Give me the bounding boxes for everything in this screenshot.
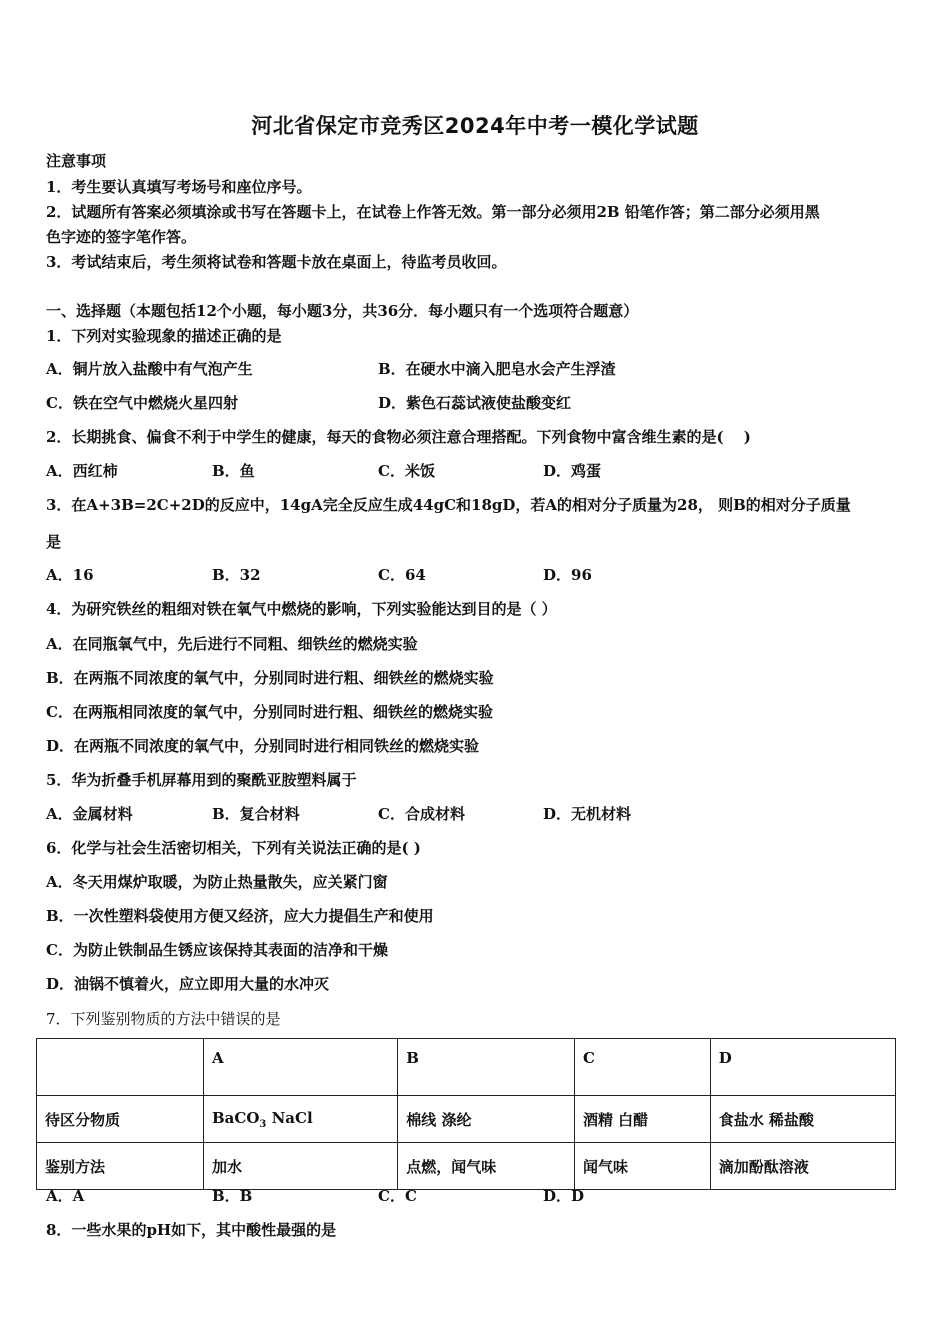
table-cell: 滴加酚酞溶液 [710,1143,895,1190]
q5-option-c: C．合成材料 [378,805,465,823]
table-row [37,1096,896,1143]
notice-heading: 注意事项 [46,152,107,170]
notice-item-2-cont: 色字迹的签字笔作答。 [46,228,197,246]
formula-subscript: 3 [259,1118,267,1130]
q6-option-b: B．一次性塑料袋使用方便又经济，应大力提倡生产和使用 [46,907,434,925]
q6-option-c: C．为防止铁制品生锈应该保持其表面的洁净和干燥 [46,941,388,959]
table-cell: 加水 [204,1143,398,1190]
q7-option-a: A．A [46,1187,85,1205]
q6-option-a: A．冬天用煤炉取暖，为防止热量散失，应关紧门窗 [46,873,388,891]
q4-option-a: A．在同瓶氧气中，先后进行不同粗、细铁丝的燃烧实验 [46,635,418,653]
question-6-stem: 6．化学与社会生活密切相关，下列有关说法正确的是( ) [46,839,421,857]
notice-item-3: 3．考试结束后，考生须将试卷和答题卡放在桌面上，待监考员收回。 [46,253,507,271]
formula-rest: NaCl [266,1108,313,1127]
q3-option-b: B．32 [212,566,261,584]
q2-option-d: D．鸡蛋 [543,462,602,480]
q7-option-d: D．D [543,1187,585,1205]
q4-option-d: D．在两瓶不同浓度的氧气中，分别同时进行相同铁丝的燃烧实验 [46,737,480,755]
q5-option-a: A．金属材料 [46,805,133,823]
table-header-cell: B [398,1039,575,1096]
table-cell [204,1096,398,1143]
q3-option-a: A．16 [46,566,94,584]
question-4-stem: 4．为研究铁丝的粗细对铁在氧气中燃烧的影响，下列实验能达到目的是（ ） [46,600,557,618]
question-3-stem-cont: 是 [46,533,62,551]
table-header-cell [37,1039,204,1096]
table-cell: 闻气味 [574,1143,710,1190]
section-heading: 一、选择题（本题包括12个小题，每小题3分，共36分．每小题只有一个选项符合题意） [46,302,639,320]
notice-item-2: 2．试题所有答案必须填涂或书写在答题卡上，在试卷上作答无效。第一部分必须用2B 铅笔作答；第二部分必须用黑 [46,203,820,221]
q1-option-a: A．铜片放入盐酸中有气泡产生 [46,360,253,378]
table-cell: 点燃，闻气味 [398,1143,575,1190]
q3-option-d: D．96 [543,566,592,584]
table-header-cell: D [710,1039,895,1096]
q6-option-d: D．油锅不慎着火，应立即用大量的水冲灭 [46,975,330,993]
formula-main: BaCO [212,1108,260,1127]
page-title: 河北省保定市竞秀区2024年中考一模化学试题 [251,114,699,138]
question-5-stem: 5．华为折叠手机屏幕用到的聚酰亚胺塑料属于 [46,771,357,789]
q7-option-c: C．C [378,1187,417,1205]
table-cell: 棉线 涤纶 [398,1096,575,1143]
question-3-stem: 3．在A+3B=2C+2D的反应中，14gA完全反应生成44gC和18gD，若A的相对分子质量为28， 则B的相对分子质量 [46,496,851,514]
question-8-stem: 8．一些水果的pH如下，其中酸性最强的是 [46,1221,337,1239]
q5-option-d: D．无机材料 [543,805,632,823]
table-header-cell: C [574,1039,710,1096]
q7-table [36,1038,896,1190]
q1-option-d: D．紫色石蕊试液使盐酸变红 [378,394,572,412]
question-7-stem: 7．下列鉴别物质的方法中错误的是 [46,1010,281,1028]
table-cell: 待区分物质 [37,1096,204,1143]
notice-item-1: 1．考生要认真填写考场号和座位序号。 [46,178,312,196]
q1-option-c: C．铁在空气中燃烧火星四射 [46,394,238,412]
table-row [37,1143,896,1190]
q7-option-b: B．B [212,1187,253,1205]
table-header-cell: A [204,1039,398,1096]
table-row [37,1039,896,1096]
table-cell: 酒精 白醋 [574,1096,710,1143]
q5-option-b: B．复合材料 [212,805,300,823]
q2-option-b: B．鱼 [212,462,255,480]
question-1-stem: 1．下列对实验现象的描述正确的是 [46,327,282,345]
q3-option-c: C．64 [378,566,426,584]
q2-option-c: C．米饭 [378,462,435,480]
q4-option-b: B．在两瓶不同浓度的氧气中，分别同时进行粗、细铁丝的燃烧实验 [46,669,494,687]
q4-option-c: C．在两瓶相同浓度的氧气中，分别同时进行粗、细铁丝的燃烧实验 [46,703,493,721]
table-cell: 鉴别方法 [37,1143,204,1190]
question-2-stem: 2．长期挑食、偏食不利于中学生的健康，每天的食物必须注意合理搭配。下列食物中富含维生素的是( ) [46,428,751,446]
table-cell: 食盐水 稀盐酸 [710,1096,895,1143]
q1-option-b: B．在硬水中滴入肥皂水会产生浮渣 [378,360,616,378]
q2-option-a: A．西红柿 [46,462,118,480]
